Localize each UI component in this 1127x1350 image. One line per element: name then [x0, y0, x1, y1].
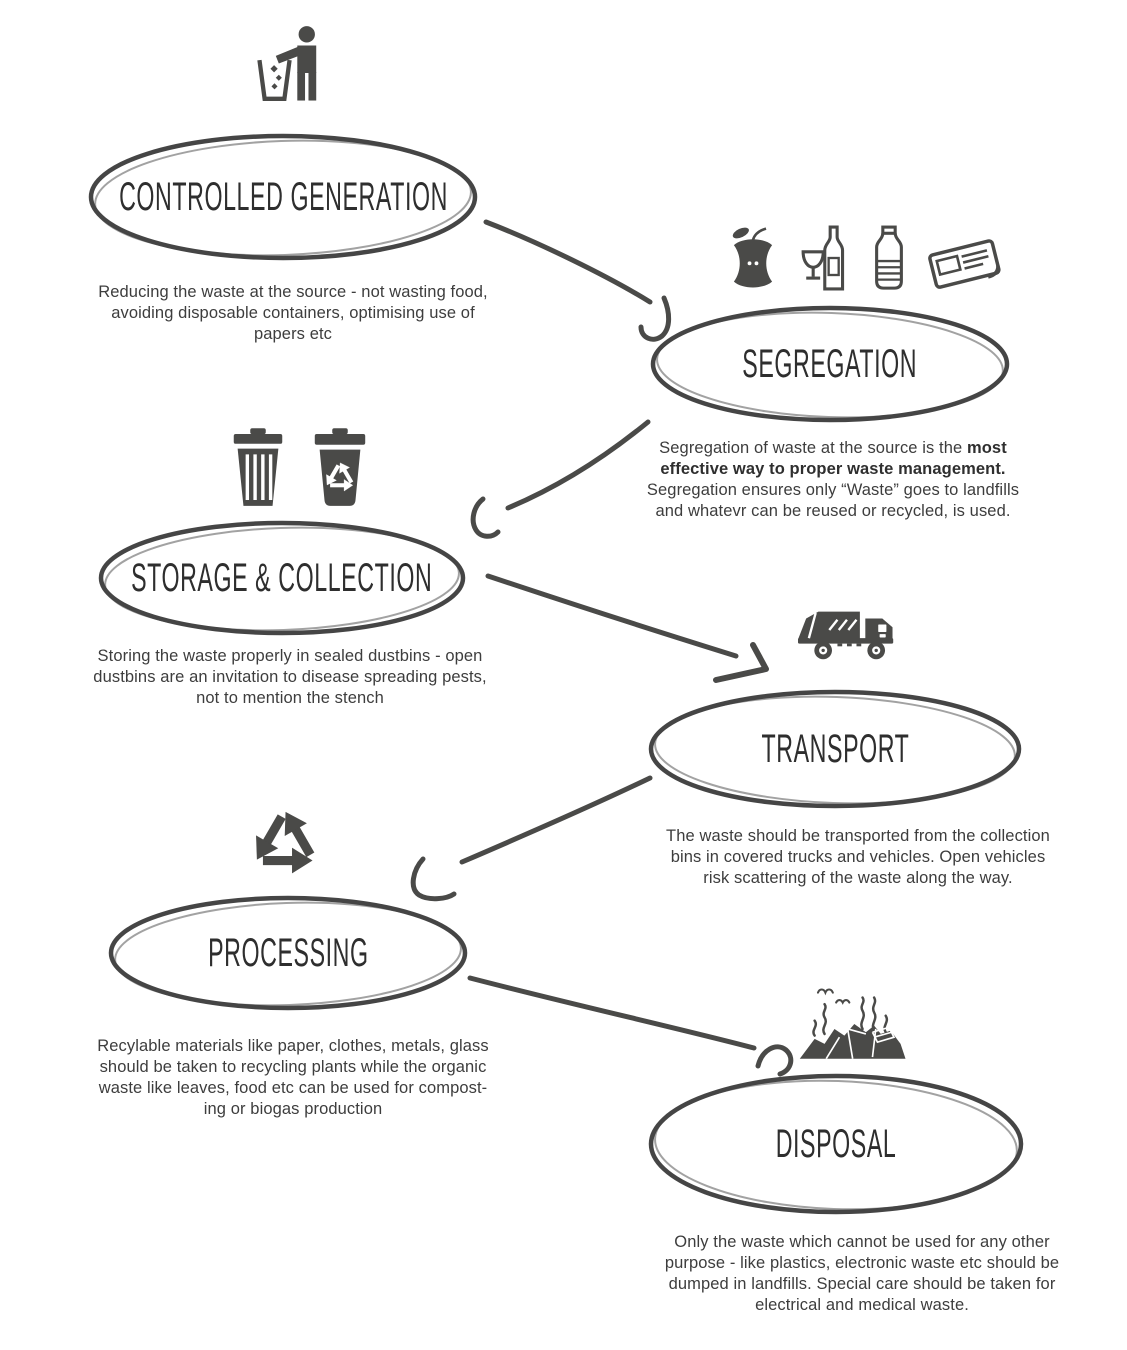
ellipse-controlled-generation	[86, 130, 480, 264]
arrow-storage-collection-to-transport	[478, 566, 788, 691]
arrow-transport-to-processing	[400, 766, 660, 906]
step-title: DISPOSAL	[775, 1121, 897, 1166]
step-description: Segregation of waste at the source is the most effective way to proper waste management. Segregation ensures only “Waste” goes to landfills and whatevr can be reused or recycled, is used.	[646, 439, 1020, 520]
garbage-truck-icon	[790, 596, 908, 664]
arrow-segregation-to-storage-collection	[452, 412, 662, 547]
wine-bottle-and-glass-icon	[795, 224, 853, 292]
ellipse-storage-collection	[96, 517, 468, 639]
step-title: SEGREGATION	[742, 341, 918, 386]
apple-core-icon	[725, 226, 781, 292]
step-description: Storing the waste properly in sealed dustbins - open dustbins are an invitation to disease spreading pests, not to mention the stench	[93, 647, 487, 707]
litter-disposal-icon	[250, 24, 336, 110]
segregation-icons	[725, 222, 1005, 292]
step-description: The waste should be transported from the collection bins in covered trucks and vehicles. Open vehicles risk scattering of the waste along the way.	[666, 827, 1050, 887]
step-title: CONTROLLED GENERATION	[118, 174, 448, 219]
ellipse-segregation	[648, 302, 1012, 426]
trash-can-icon	[226, 428, 290, 508]
step-title: STORAGE & COLLECTION	[131, 555, 433, 600]
ellipse-processing	[106, 892, 470, 1014]
newspaper-icon	[925, 234, 1005, 292]
recycle-symbol-icon	[246, 806, 324, 882]
arrow-processing-to-disposal	[458, 962, 808, 1082]
step-title: PROCESSING	[207, 930, 369, 975]
landfill-icon	[786, 986, 916, 1062]
plastic-bottle-icon	[867, 224, 911, 292]
ellipse-transport	[646, 686, 1024, 812]
step-description: Recylable materials like paper, clothes, metals, glass should be taken to recycling plants while the organic waste like leaves, food etc can be used for compost- ing or biogas production	[97, 1037, 489, 1118]
ellipse-disposal	[646, 1070, 1026, 1218]
step-title: TRANSPORT	[761, 726, 909, 771]
storage-icons	[226, 428, 372, 508]
recycle-bin-icon	[308, 428, 372, 508]
step-description: Only the waste which cannot be used for any other purpose - like plastics, electronic waste etc should be dumped in landfills. Special care should be taken for electrical and medical waste.	[664, 1233, 1060, 1314]
step-description: Reducing the waste at the source - not wasting food, avoiding disposable containers, optimising use of papers etc	[98, 283, 488, 343]
